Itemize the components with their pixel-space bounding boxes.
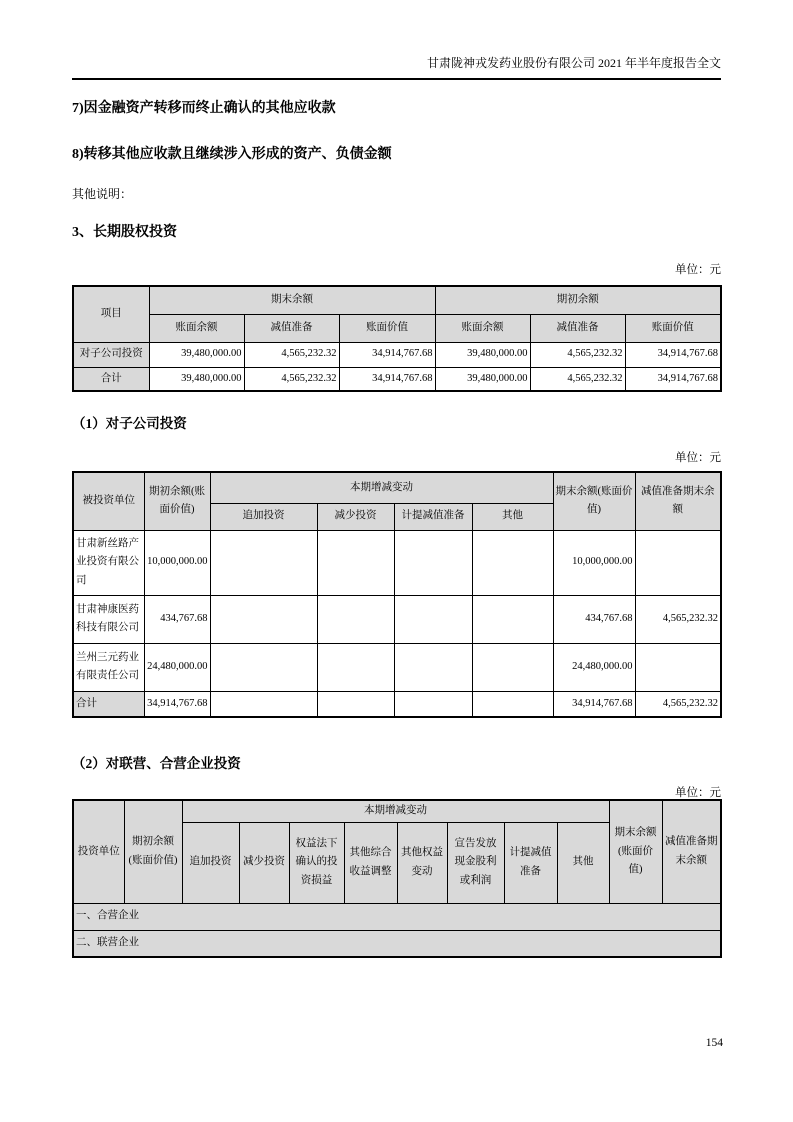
table2-subheader: 计提减值准备 xyxy=(394,503,472,530)
table-cell: 434,767.68 xyxy=(144,595,210,643)
document-header-title: 甘肃陇神戎发药业股份有限公司 2021 年半年度报告全文 xyxy=(426,56,721,70)
table-row xyxy=(73,691,721,717)
table3-subheader: 其他权益变动 xyxy=(397,822,447,903)
table-row xyxy=(73,595,721,643)
table-row xyxy=(73,643,721,691)
table-cell xyxy=(394,530,472,595)
table2-company-name: 甘肃神康医药科技有限公司 xyxy=(73,595,144,643)
table-cell xyxy=(472,691,553,717)
table-cell: 39,480,000.00 xyxy=(435,367,530,391)
table2-header-beginning-balance: 期初余额(账面价值) xyxy=(144,472,210,530)
table-cell xyxy=(472,595,553,643)
table3-header-invested-unit: 投资单位 xyxy=(73,800,124,903)
table-cell xyxy=(394,691,472,717)
table2-header-invested-unit: 被投资单位 xyxy=(73,472,144,530)
unit-label-2: 单位：元 xyxy=(675,452,721,464)
table1-subheader: 账面价值 xyxy=(339,314,435,342)
table3-category-associate: 二、联营企业 xyxy=(73,930,721,957)
table2-total-label: 合计 xyxy=(73,691,144,717)
table-row xyxy=(73,367,721,391)
section-3-title: 3、长期股权投资 xyxy=(72,225,177,240)
table2-subheader: 其他 xyxy=(472,503,553,530)
table-cell: 4,565,232.32 xyxy=(635,595,721,643)
table-cell: 4,565,232.32 xyxy=(244,367,339,391)
table-row xyxy=(73,342,721,367)
heading-item-8: 8)转移其他应收款且继续涉入形成的资产、负债金额 xyxy=(72,147,392,162)
table1-subheader: 减值准备 xyxy=(530,314,625,342)
joint-venture-investment-table xyxy=(72,799,722,958)
table-cell: 39,480,000.00 xyxy=(149,367,244,391)
table2-group-period-change: 本期增减变动 xyxy=(210,472,553,503)
table-cell xyxy=(394,643,472,691)
table3-category-joint-venture: 一、合营企业 xyxy=(73,903,721,930)
subsidiary-investment-table xyxy=(72,471,722,718)
table-cell xyxy=(317,643,394,691)
table3-header-impairment-ending: 减值准备期末余额 xyxy=(662,800,721,903)
equity-investment-summary-table xyxy=(72,285,722,392)
table2-company-name: 甘肃新丝路产业投资有限公司 xyxy=(73,530,144,595)
table3-group-period-change: 本期增减变动 xyxy=(182,800,609,822)
header-rule xyxy=(72,78,721,80)
table-cell: 34,914,767.68 xyxy=(144,691,210,717)
table3-subheader: 其他综合收益调整 xyxy=(344,822,397,903)
table-cell xyxy=(472,530,553,595)
table-cell: 4,565,232.32 xyxy=(244,342,339,367)
table-cell: 10,000,000.00 xyxy=(553,530,635,595)
table-cell: 4,565,232.32 xyxy=(635,691,721,717)
table-cell: 4,565,232.32 xyxy=(530,367,625,391)
table3-subheader: 计提减值准备 xyxy=(504,822,557,903)
table3-subheader: 减少投资 xyxy=(239,822,289,903)
table2-company-name: 兰州三元药业有限责任公司 xyxy=(73,643,144,691)
table-cell xyxy=(472,643,553,691)
table1-subheader: 账面余额 xyxy=(435,314,530,342)
table2-subheader: 追加投资 xyxy=(210,503,317,530)
table-cell xyxy=(317,530,394,595)
table-cell xyxy=(635,643,721,691)
table-cell: 24,480,000.00 xyxy=(144,643,210,691)
table2-header-ending-balance: 期末余额(账面价值) xyxy=(553,472,635,530)
table-cell: 34,914,767.68 xyxy=(625,342,721,367)
page-number: 154 xyxy=(705,1037,723,1049)
other-note: 其他说明： xyxy=(72,187,133,201)
table1-subheader: 账面余额 xyxy=(149,314,244,342)
table1-subheader: 账面价值 xyxy=(625,314,721,342)
subsection-1-title: （1）对子公司投资 xyxy=(72,416,187,431)
table-cell: 434,767.68 xyxy=(553,595,635,643)
table2-header-impairment-ending: 减值准备期末余额 xyxy=(635,472,721,530)
table1-row-label: 对子公司投资 xyxy=(73,342,149,367)
table3-subheader: 追加投资 xyxy=(182,822,239,903)
table-cell: 39,480,000.00 xyxy=(435,342,530,367)
table-cell: 34,914,767.68 xyxy=(625,367,721,391)
table3-subheader: 权益法下确认的投资损益 xyxy=(289,822,344,903)
table-cell xyxy=(317,595,394,643)
table-cell: 34,914,767.68 xyxy=(553,691,635,717)
table-cell xyxy=(317,691,394,717)
table-row xyxy=(73,530,721,595)
table-cell xyxy=(394,595,472,643)
unit-label-1: 单位：元 xyxy=(675,264,721,276)
unit-label-3: 单位：元 xyxy=(675,787,721,799)
table1-group-beginning-balance: 期初余额 xyxy=(435,286,721,314)
table-cell: 34,914,767.68 xyxy=(339,367,435,391)
table-cell xyxy=(635,530,721,595)
table-cell: 10,000,000.00 xyxy=(144,530,210,595)
table-cell: 39,480,000.00 xyxy=(149,342,244,367)
table-cell: 34,914,767.68 xyxy=(339,342,435,367)
table-row xyxy=(73,930,721,957)
table-cell xyxy=(210,530,317,595)
table1-header-item: 项目 xyxy=(73,286,149,342)
table1-group-ending-balance: 期末余额 xyxy=(149,286,435,314)
table-cell: 24,480,000.00 xyxy=(553,643,635,691)
table-row xyxy=(73,903,721,930)
heading-item-7: 7)因金融资产转移而终止确认的其他应收款 xyxy=(72,101,336,116)
subsection-2-title: （2）对联营、合营企业投资 xyxy=(72,756,241,771)
table3-subheader: 其他 xyxy=(557,822,609,903)
table-cell: 4,565,232.32 xyxy=(530,342,625,367)
table2-subheader: 减少投资 xyxy=(317,503,394,530)
table1-row-label: 合计 xyxy=(73,367,149,391)
table-cell xyxy=(210,691,317,717)
table-cell xyxy=(210,595,317,643)
table1-subheader: 减值准备 xyxy=(244,314,339,342)
table3-header-beginning-balance: 期初余额(账面价值) xyxy=(124,800,182,903)
table-cell xyxy=(210,643,317,691)
table3-subheader: 宣告发放现金股利或利润 xyxy=(447,822,504,903)
table3-header-ending-balance: 期末余额(账面价值) xyxy=(609,800,662,903)
